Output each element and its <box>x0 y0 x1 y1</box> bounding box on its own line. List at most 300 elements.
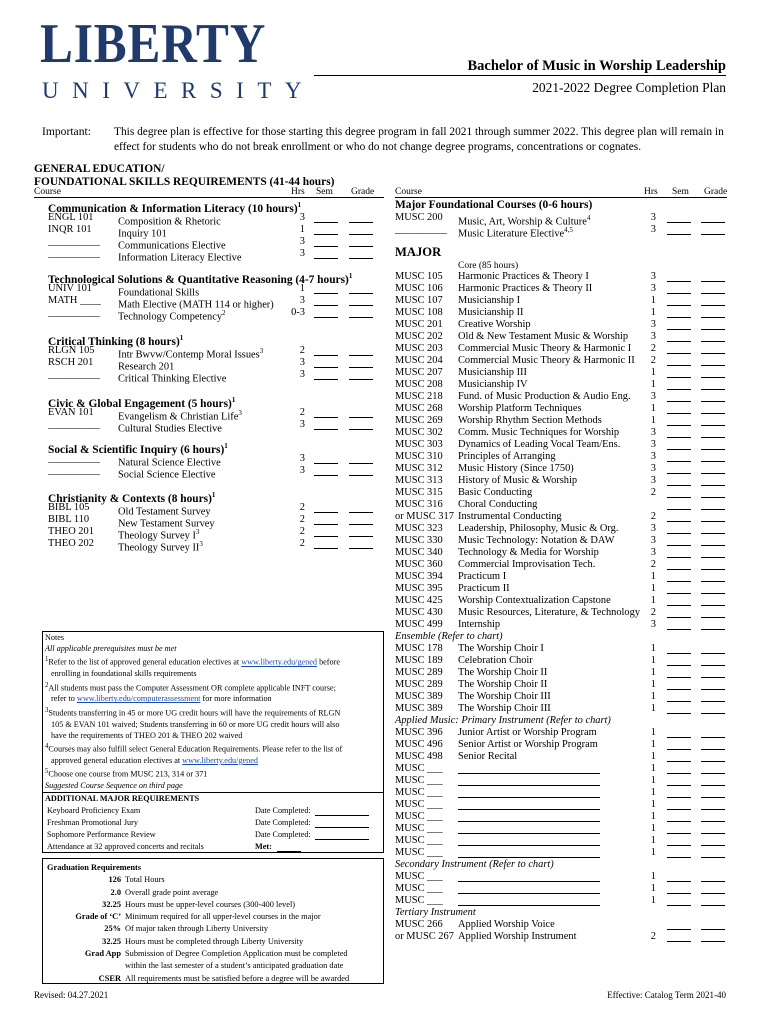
sem-field[interactable] <box>314 502 338 513</box>
sem-field[interactable] <box>667 547 691 558</box>
grade-field[interactable] <box>701 655 725 666</box>
course-name: Worship Contextualization Capstone <box>458 595 611 606</box>
grade-field[interactable] <box>701 643 725 654</box>
grade-field[interactable] <box>701 571 725 582</box>
sem-field[interactable] <box>667 367 691 378</box>
course-code: __________ <box>48 369 100 380</box>
sem-field[interactable] <box>667 463 691 474</box>
course-code: MUSC ___ <box>395 763 443 774</box>
grade-field[interactable] <box>349 514 373 525</box>
grade-field[interactable] <box>349 369 373 380</box>
grade-field[interactable] <box>701 583 725 594</box>
grade-field[interactable] <box>349 453 373 464</box>
course-hours: 3 <box>650 535 656 546</box>
sem-field[interactable] <box>667 343 691 354</box>
sem-field[interactable] <box>667 607 691 618</box>
sem-field[interactable] <box>314 295 338 306</box>
course-hours: 1 <box>650 811 656 822</box>
course-hours: 1 <box>650 571 656 582</box>
grade-field[interactable] <box>701 619 725 630</box>
grade-field[interactable] <box>701 475 725 486</box>
graduation-requirement-key: 32.25 <box>102 936 121 946</box>
course-code: MUSC 323 <box>395 523 443 534</box>
grade-field[interactable] <box>701 295 725 306</box>
sem-field[interactable] <box>667 895 691 906</box>
course-code: MUSC ___ <box>395 847 443 858</box>
sem-field[interactable] <box>667 871 691 882</box>
course-code: THEO 202 <box>48 538 94 549</box>
course-code: MUSC ___ <box>395 823 443 834</box>
sem-field[interactable] <box>314 307 338 318</box>
course-name: New Testament Survey <box>118 518 215 530</box>
grade-field[interactable] <box>701 415 725 426</box>
course-hours: 3 <box>650 391 656 402</box>
course-name-field[interactable] <box>458 763 600 774</box>
sem-field[interactable] <box>314 357 338 368</box>
sem-field[interactable] <box>667 763 691 774</box>
course-name: The Worship Choir II <box>458 679 548 690</box>
grade-field[interactable] <box>701 727 725 738</box>
course-name: Natural Science Elective <box>118 457 221 469</box>
course-code: MUSC 218 <box>395 391 443 402</box>
page-subtitle: 2021-2022 Degree Completion Plan <box>532 80 726 95</box>
sem-field[interactable] <box>667 499 691 510</box>
course-hours: 1 <box>650 751 656 762</box>
major-title: MAJOR <box>395 245 442 259</box>
course-name: Principles of Arranging <box>458 451 556 462</box>
course-code: RSCH 201 <box>48 357 94 368</box>
requirement-date-field[interactable] <box>277 842 301 852</box>
grade-field[interactable] <box>701 811 725 822</box>
course-code: MUSC 425 <box>395 595 443 606</box>
grade-field[interactable] <box>701 379 725 390</box>
sem-field[interactable] <box>314 465 338 476</box>
sem-field[interactable] <box>667 451 691 462</box>
course-name: Technology & Media for Worship <box>458 547 599 558</box>
course-code: MUSC ___ <box>395 895 443 906</box>
grade-field[interactable] <box>701 679 725 690</box>
sem-field[interactable] <box>667 535 691 546</box>
course-name-field[interactable] <box>458 799 600 810</box>
sem-field[interactable] <box>667 775 691 786</box>
course-name: Cultural Studies Elective <box>118 423 222 435</box>
sem-field[interactable] <box>667 727 691 738</box>
tertiary-instrument-label: Tertiary Instrument <box>395 907 476 918</box>
course-hours: 1 <box>650 367 656 378</box>
header-rule <box>314 75 726 76</box>
course-name: Musicianship IV <box>458 379 528 390</box>
grade-field[interactable] <box>701 691 725 702</box>
graduation-requirement-value: within the last semester of a student’s anticipated graduation date <box>125 961 344 971</box>
requirement-date-field[interactable] <box>315 830 369 840</box>
requirement-status-label: Date Completed: <box>255 829 311 839</box>
sem-field[interactable] <box>667 283 691 294</box>
course-code: MUSC 207 <box>395 367 443 378</box>
sem-field[interactable] <box>667 595 691 606</box>
course-name-field[interactable] <box>458 871 600 882</box>
course-hours: 3 <box>650 451 656 462</box>
grade-field[interactable] <box>701 439 725 450</box>
sem-field[interactable] <box>667 883 691 894</box>
grade-field[interactable] <box>349 236 373 247</box>
grade-field[interactable] <box>701 751 725 762</box>
sem-field[interactable] <box>667 475 691 486</box>
course-name-field[interactable] <box>458 835 600 846</box>
graduation-requirements-box <box>42 858 384 984</box>
sem-field[interactable] <box>314 212 338 223</box>
course-name: Music Resources, Literature, & Technology <box>458 607 641 618</box>
sem-field[interactable] <box>667 487 691 498</box>
course-name-field[interactable] <box>458 811 600 822</box>
course-name-field[interactable] <box>458 823 600 834</box>
course-code: __________ <box>48 248 100 259</box>
sem-field[interactable] <box>314 248 338 259</box>
sem-field[interactable] <box>314 345 338 356</box>
course-name: Senior Artist or Worship Program <box>458 739 598 750</box>
requirement-status-label: Date Completed: <box>255 817 311 827</box>
sem-field[interactable] <box>667 787 691 798</box>
sem-field[interactable] <box>667 811 691 822</box>
graduation-requirement-value: Hours must be upper-level courses (300-400 level) <box>125 899 296 909</box>
course-name: Intr Bwvw/Contemp Moral Issues$^3$ <box>118 347 264 361</box>
grade-field[interactable] <box>349 407 373 418</box>
sem-field[interactable] <box>667 559 691 570</box>
course-code: MUSC 200 <box>395 212 443 223</box>
course-code: MUSC 106 <box>395 283 443 294</box>
grade-field[interactable] <box>349 212 373 223</box>
grade-field[interactable] <box>349 283 373 294</box>
course-code: MUSC 208 <box>395 379 443 390</box>
sem-field[interactable] <box>314 526 338 537</box>
course-hours: 3 <box>650 271 656 282</box>
course-code: MUSC 330 <box>395 535 443 546</box>
graduation-requirement-key: CSER <box>98 973 121 983</box>
course-hours: 2 <box>299 407 305 418</box>
sem-field[interactable] <box>667 224 691 235</box>
course-name: Practicum I <box>458 571 507 582</box>
course-hours: 3 <box>650 427 656 438</box>
graduation-requirement-key: 126 <box>108 875 121 885</box>
sem-field[interactable] <box>667 847 691 858</box>
sem-field[interactable] <box>667 415 691 426</box>
grade-field[interactable] <box>349 538 373 549</box>
course-name-field[interactable] <box>458 895 600 906</box>
additional-requirement-row <box>45 841 383 853</box>
sem-field[interactable] <box>667 271 691 282</box>
course-hours: 1 <box>650 895 656 906</box>
sem-field[interactable] <box>667 751 691 762</box>
sem-field[interactable] <box>314 514 338 525</box>
grade-field[interactable] <box>701 271 725 282</box>
course-name: Theology Survey $II^3$ <box>118 540 203 554</box>
grade-field[interactable] <box>701 307 725 318</box>
course-code: MUSC ___ <box>395 811 443 822</box>
grade-field[interactable] <box>701 511 725 522</box>
sem-field[interactable] <box>667 427 691 438</box>
course-name: Social Science Elective <box>118 469 216 481</box>
gen-ed-section-title: Social & Scientific Inquiry (6 hours)$^1$ <box>48 442 228 456</box>
course-hours: 3 <box>650 619 656 630</box>
sem-field[interactable] <box>667 823 691 834</box>
sem-field[interactable] <box>667 439 691 450</box>
grade-field[interactable] <box>701 835 725 846</box>
course-hours: 1 <box>650 799 656 810</box>
grade-field[interactable] <box>701 931 725 942</box>
sem-field[interactable] <box>314 283 338 294</box>
course-hours: 3 <box>299 465 305 476</box>
sem-field[interactable] <box>667 307 691 318</box>
course-name: Musicianship I <box>458 295 521 306</box>
sem-field[interactable] <box>667 703 691 714</box>
course-code: MUSC 189 <box>395 655 443 666</box>
left-col-sem-header: Sem <box>316 187 333 197</box>
grade-field[interactable] <box>701 391 725 402</box>
gen-ed-title-line1: GENERAL EDUCATION/ <box>34 163 165 175</box>
sem-field[interactable] <box>314 453 338 464</box>
grade-field[interactable] <box>701 883 725 894</box>
gened-link[interactable]: www.liberty.edu/gened <box>182 755 258 765</box>
secondary-instrument-label: Secondary Instrument (Refer to chart) <box>395 859 554 870</box>
course-hours: 3 <box>650 463 656 474</box>
grade-field[interactable] <box>701 212 725 223</box>
computer-assessment-link[interactable]: www.liberty.edu/computerassessment <box>76 694 201 704</box>
course-code: MUSC 496 <box>395 739 443 750</box>
sem-field[interactable] <box>314 369 338 380</box>
sem-field[interactable] <box>667 739 691 750</box>
course-name: Critical Thinking Elective <box>118 373 227 385</box>
course-code: MUSC 396 <box>395 727 443 738</box>
notes-line: $^5$Choose one course from MUSC 213, 314 or 371 <box>45 768 208 779</box>
sem-field[interactable] <box>314 538 338 549</box>
grade-field[interactable] <box>701 847 725 858</box>
sem-field[interactable] <box>667 295 691 306</box>
course-name: Old Testament Survey <box>118 506 211 518</box>
course-code: MUSC ___ <box>395 775 443 786</box>
course-code: MUSC 310 <box>395 451 443 462</box>
course-hours: 1 <box>650 583 656 594</box>
revised-date: Revised: 04.27.2021 <box>34 990 109 1000</box>
grade-field[interactable] <box>701 367 725 378</box>
sem-field[interactable] <box>667 355 691 366</box>
requirement-date-field[interactable] <box>315 818 369 828</box>
grade-field[interactable] <box>701 535 725 546</box>
course-hours: 1 <box>650 775 656 786</box>
grade-field[interactable] <box>701 787 725 798</box>
course-name: Basic Conducting <box>458 487 533 498</box>
course-hours: 3 <box>650 475 656 486</box>
course-name: Music Literature Elective$^{4,5}$ <box>458 226 573 240</box>
course-hours: 3 <box>299 236 305 247</box>
left-col-hrs-header: Hrs <box>291 187 305 197</box>
gen-ed-section-title: Communication & Information Literacy (10 hours)$^1$ <box>48 201 302 215</box>
grade-field[interactable] <box>349 419 373 430</box>
course-hours: 2 <box>650 487 656 498</box>
grade-field[interactable] <box>701 775 725 786</box>
course-name-field[interactable] <box>458 775 600 786</box>
sem-field[interactable] <box>667 511 691 522</box>
course-code: MUSC 108 <box>395 307 443 318</box>
course-code: __________ <box>48 236 100 247</box>
course-hours: 2 <box>299 538 305 549</box>
course-name: Harmonic Practices & Theory I <box>458 271 589 282</box>
grade-field[interactable] <box>701 547 725 558</box>
course-code: MUSC 268 <box>395 403 443 414</box>
sem-field[interactable] <box>667 619 691 630</box>
course-code: MUSC 269 <box>395 415 443 426</box>
course-code: MUSC 312 <box>395 463 443 474</box>
grade-field[interactable] <box>701 595 725 606</box>
course-hours: 1 <box>650 727 656 738</box>
course-hours: 2 <box>650 343 656 354</box>
grade-field[interactable] <box>701 343 725 354</box>
sem-field[interactable] <box>667 691 691 702</box>
university-logo-wordmark: LIBERTY <box>40 13 267 75</box>
grade-field[interactable] <box>701 331 725 342</box>
applied-music-label: Applied Music: Primary Instrument (Refer to chart) <box>395 715 611 726</box>
course-name-field[interactable] <box>458 883 600 894</box>
sem-field[interactable] <box>667 379 691 390</box>
course-hours: 0-3 <box>291 307 305 318</box>
sem-field[interactable] <box>314 224 338 235</box>
course-name: Inquiry 101 <box>118 228 167 240</box>
grade-field[interactable] <box>349 526 373 537</box>
grade-field[interactable] <box>701 499 725 510</box>
graduation-requirements-list <box>43 874 383 985</box>
grade-field[interactable] <box>701 487 725 498</box>
sem-field[interactable] <box>667 931 691 942</box>
sem-field[interactable] <box>667 919 691 930</box>
course-hours: 1 <box>650 595 656 606</box>
sem-field[interactable] <box>667 319 691 330</box>
course-code: EVAN 101 <box>48 407 94 418</box>
course-name: Worship Rhythm Section Methods <box>458 415 602 426</box>
right-col-hrs-header: Hrs <box>644 187 658 197</box>
course-hours: 1 <box>650 403 656 414</box>
grade-field[interactable] <box>701 559 725 570</box>
course-name: Choral Conducting <box>458 499 538 510</box>
grade-field[interactable] <box>701 224 725 235</box>
course-name-field[interactable] <box>458 847 600 858</box>
grade-field[interactable] <box>349 295 373 306</box>
sem-field[interactable] <box>314 419 338 430</box>
grade-field[interactable] <box>701 427 725 438</box>
grade-field[interactable] <box>701 451 725 462</box>
notes-line: All applicable prerequisites must be met <box>45 644 177 654</box>
course-code: THEO 201 <box>48 526 94 537</box>
course-hours: 3 <box>650 319 656 330</box>
sem-field[interactable] <box>667 835 691 846</box>
course-code: MUSC 499 <box>395 619 443 630</box>
graduation-requirement-row <box>43 948 383 960</box>
grade-field[interactable] <box>701 607 725 618</box>
sem-field[interactable] <box>667 331 691 342</box>
requirement-date-field[interactable] <box>315 806 369 816</box>
course-hours: 2 <box>650 931 656 942</box>
sem-field[interactable] <box>314 407 338 418</box>
grade-field[interactable] <box>701 919 725 930</box>
sem-field[interactable] <box>667 679 691 690</box>
gened-link[interactable]: www.liberty.edu/gened <box>241 658 318 668</box>
grade-field[interactable] <box>701 703 725 714</box>
grade-field[interactable] <box>349 248 373 259</box>
grade-field[interactable] <box>701 463 725 474</box>
course-hours: 1 <box>299 224 305 235</box>
course-code: MUSC ___ <box>395 835 443 846</box>
sem-field[interactable] <box>667 799 691 810</box>
sem-field[interactable] <box>667 667 691 678</box>
course-name: History of Music & Worship <box>458 475 578 486</box>
course-code: MUSC 107 <box>395 295 443 306</box>
ensemble-label: Ensemble (Refer to chart) <box>395 631 503 642</box>
grade-field[interactable] <box>349 502 373 513</box>
requirement-name: Freshman Promotional Jury <box>47 817 138 827</box>
course-code: MUSC 430 <box>395 607 443 618</box>
course-name: Worship Platform Techniques <box>458 403 582 414</box>
course-hours: 2 <box>299 526 305 537</box>
notes-line: 105 & EVAN 101 waived; Students transferring in 60 or more UG credit hours will also <box>51 719 340 729</box>
grade-field[interactable] <box>701 403 725 414</box>
right-col-sem-header: Sem <box>672 187 689 197</box>
graduation-requirement-key: Grad App <box>84 949 121 959</box>
course-code: MUSC ___ <box>395 871 443 882</box>
grade-field[interactable] <box>349 465 373 476</box>
graduation-requirement-value: Hours must be completed through Liberty University <box>125 936 304 946</box>
grade-field[interactable] <box>701 763 725 774</box>
course-code: MUSC ___ <box>395 787 443 798</box>
grade-field[interactable] <box>349 357 373 368</box>
grade-field[interactable] <box>701 823 725 834</box>
course-code: MUSC 289 <box>395 679 443 690</box>
grade-field[interactable] <box>349 307 373 318</box>
grade-field[interactable] <box>701 871 725 882</box>
course-hours: 1 <box>650 679 656 690</box>
course-name: Commercial Music Theory & Harmonic II <box>458 355 635 366</box>
course-code: MUSC 313 <box>395 475 443 486</box>
graduation-requirement-value: Submission of Degree Completion Application must be completed <box>125 949 348 959</box>
grade-field[interactable] <box>701 355 725 366</box>
grade-field[interactable] <box>701 739 725 750</box>
grade-field[interactable] <box>349 224 373 235</box>
graduation-requirement-key: 2.0 <box>110 887 121 897</box>
additional-requirement-row <box>45 805 383 817</box>
course-code: MUSC 289 <box>395 667 443 678</box>
course-code: UNIV 101 <box>48 283 92 294</box>
sem-field[interactable] <box>667 212 691 223</box>
graduation-requirement-row <box>43 936 383 948</box>
grade-field[interactable] <box>701 319 725 330</box>
sem-field[interactable] <box>667 391 691 402</box>
grade-field[interactable] <box>701 799 725 810</box>
sem-field[interactable] <box>667 403 691 414</box>
sem-field[interactable] <box>314 236 338 247</box>
grade-field[interactable] <box>349 345 373 356</box>
grade-field[interactable] <box>701 523 725 534</box>
course-code: MUSC 201 <box>395 319 443 330</box>
sem-field[interactable] <box>667 643 691 654</box>
sem-field[interactable] <box>667 571 691 582</box>
course-name: Internship <box>458 619 501 630</box>
course-hours: 1 <box>650 823 656 834</box>
sem-field[interactable] <box>667 523 691 534</box>
sem-field[interactable] <box>667 583 691 594</box>
sem-field[interactable] <box>667 655 691 666</box>
grade-field[interactable] <box>701 283 725 294</box>
core-label: Core (85 hours) <box>458 261 519 271</box>
grade-field[interactable] <box>701 895 725 906</box>
course-name-field[interactable] <box>458 787 600 798</box>
grade-field[interactable] <box>701 667 725 678</box>
graduation-requirement-row <box>43 960 383 972</box>
